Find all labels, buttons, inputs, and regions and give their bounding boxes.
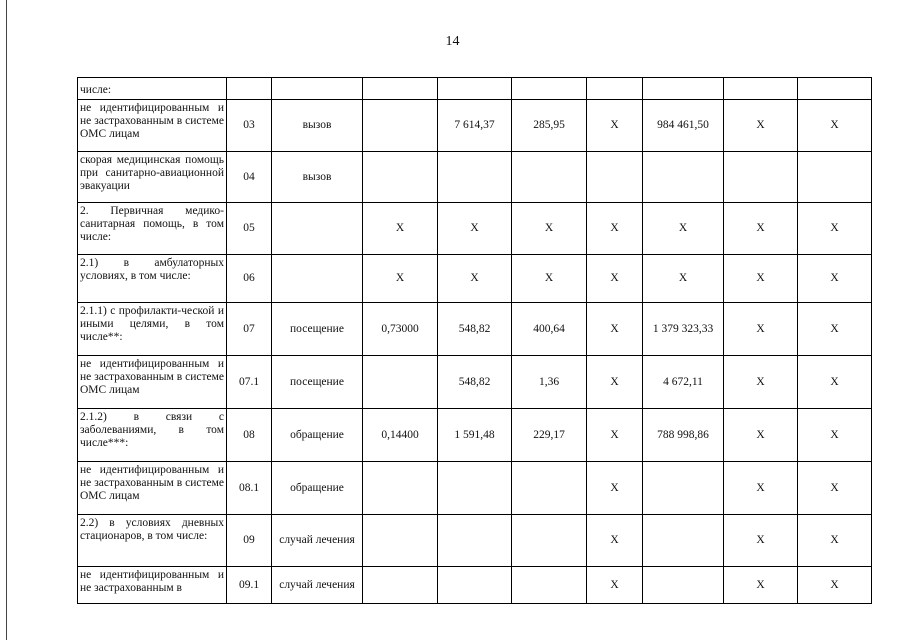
cell-name: не идентифицированным и не застрахованным в (78, 567, 227, 604)
cell-code: 09.1 (227, 567, 272, 604)
cell-c6: 1,36 (512, 356, 587, 409)
cell-c8 (643, 567, 724, 604)
table-body (78, 78, 872, 604)
cell-c10: X (798, 303, 872, 356)
cell-code: 03 (227, 100, 272, 152)
cell-unit: посещение (272, 303, 363, 356)
cell-c7: X (587, 356, 643, 409)
tariff-table (77, 77, 872, 604)
cell-c6: 285,95 (512, 100, 587, 152)
cell-c5 (438, 78, 512, 100)
cell-c4 (363, 78, 438, 100)
cell-c6 (512, 515, 587, 567)
margin-rule (6, 0, 7, 640)
cell-c7: X (587, 515, 643, 567)
cell-code: 09 (227, 515, 272, 567)
cell-c4 (363, 462, 438, 515)
table-row (78, 203, 872, 255)
cell-unit: посещение (272, 356, 363, 409)
cell-c10: X (798, 462, 872, 515)
cell-code: 06 (227, 255, 272, 303)
cell-c9: X (724, 567, 798, 604)
table-row (78, 515, 872, 567)
cell-name: 2.1) в амбулаторных условиях, в том числе: (78, 255, 227, 303)
cell-c4 (363, 152, 438, 203)
cell-name: 2.2) в условиях дневных стационаров, в том числе: (78, 515, 227, 567)
cell-c8: 984 461,50 (643, 100, 724, 152)
cell-c10: X (798, 356, 872, 409)
cell-c10: X (798, 100, 872, 152)
cell-c5: 548,82 (438, 303, 512, 356)
table-row (78, 409, 872, 462)
cell-code (227, 78, 272, 100)
table-row (78, 567, 872, 604)
cell-unit (272, 78, 363, 100)
cell-c8 (643, 462, 724, 515)
cell-c7: X (587, 409, 643, 462)
cell-c6 (512, 567, 587, 604)
cell-c5: X (438, 203, 512, 255)
cell-c10 (798, 152, 872, 203)
cell-c8: X (643, 255, 724, 303)
cell-c5 (438, 567, 512, 604)
cell-c10: X (798, 409, 872, 462)
cell-c7 (587, 78, 643, 100)
cell-code: 08.1 (227, 462, 272, 515)
cell-name: 2.1.1) с профилакти-ческой и иными целями, в том числе**: (78, 303, 227, 356)
cell-c7: X (587, 203, 643, 255)
cell-c9: X (724, 203, 798, 255)
cell-unit: обращение (272, 409, 363, 462)
cell-c4 (363, 356, 438, 409)
cell-c7 (587, 152, 643, 203)
cell-code: 07.1 (227, 356, 272, 409)
cell-name: числе: (78, 78, 227, 100)
cell-c4 (363, 567, 438, 604)
cell-name: 2.1.2) в связи с заболеваниями, в том числе***: (78, 409, 227, 462)
table-row (78, 152, 872, 203)
table-row (78, 462, 872, 515)
cell-c4: X (363, 255, 438, 303)
cell-name: не идентифицированным и не застрахованным в системе ОМС лицам (78, 462, 227, 515)
cell-c5: 7 614,37 (438, 100, 512, 152)
cell-c6: 229,17 (512, 409, 587, 462)
table-row (78, 255, 872, 303)
cell-c8: 4 672,11 (643, 356, 724, 409)
cell-name: не идентифицированным и не застрахованным в системе ОМС лицам (78, 100, 227, 152)
cell-unit: случай лечения (272, 567, 363, 604)
cell-c5 (438, 152, 512, 203)
cell-c9: X (724, 515, 798, 567)
cell-name: скорая медицинская помощь при санитарно-авиационной эвакуации (78, 152, 227, 203)
cell-c9: X (724, 409, 798, 462)
cell-c6: X (512, 255, 587, 303)
cell-c4: X (363, 203, 438, 255)
cell-c4 (363, 100, 438, 152)
cell-c9: X (724, 462, 798, 515)
cell-c5: X (438, 255, 512, 303)
cell-c7: X (587, 100, 643, 152)
cell-c4: 0,14400 (363, 409, 438, 462)
cell-unit: обращение (272, 462, 363, 515)
table-row (78, 100, 872, 152)
cell-code: 04 (227, 152, 272, 203)
cell-c10: X (798, 567, 872, 604)
cell-c10: X (798, 515, 872, 567)
cell-c6: 400,64 (512, 303, 587, 356)
cell-c7: X (587, 462, 643, 515)
cell-c8: 788 998,86 (643, 409, 724, 462)
table-row (78, 356, 872, 409)
cell-c8 (643, 78, 724, 100)
cell-c8 (643, 515, 724, 567)
cell-unit: вызов (272, 100, 363, 152)
cell-c9 (724, 78, 798, 100)
cell-unit: вызов (272, 152, 363, 203)
cell-c8: X (643, 203, 724, 255)
cell-c5: 1 591,48 (438, 409, 512, 462)
cell-c9: X (724, 255, 798, 303)
cell-c6: X (512, 203, 587, 255)
cell-c5 (438, 515, 512, 567)
cell-unit (272, 203, 363, 255)
cell-code: 05 (227, 203, 272, 255)
cell-c9 (724, 152, 798, 203)
cell-c8: 1 379 323,33 (643, 303, 724, 356)
cell-name: не идентифицированным и не застрахованным в системе ОМС лицам (78, 356, 227, 409)
cell-c8 (643, 152, 724, 203)
cell-c6 (512, 152, 587, 203)
cell-unit (272, 255, 363, 303)
cell-c9: X (724, 303, 798, 356)
cell-name: 2. Первичная медико-санитарная помощь, в том числе: (78, 203, 227, 255)
cell-c10: X (798, 203, 872, 255)
cell-c5 (438, 462, 512, 515)
cell-unit: случай лечения (272, 515, 363, 567)
cell-code: 07 (227, 303, 272, 356)
table-row (78, 303, 872, 356)
cell-c4 (363, 515, 438, 567)
page-number: 14 (445, 34, 460, 49)
cell-c6 (512, 462, 587, 515)
cell-c5: 548,82 (438, 356, 512, 409)
cell-c7: X (587, 303, 643, 356)
cell-c7: X (587, 567, 643, 604)
cell-c10 (798, 78, 872, 100)
cell-c6 (512, 78, 587, 100)
cell-c9: X (724, 356, 798, 409)
cell-c9: X (724, 100, 798, 152)
cell-c10: X (798, 255, 872, 303)
cell-c4: 0,73000 (363, 303, 438, 356)
table-row (78, 78, 872, 100)
cell-c7: X (587, 255, 643, 303)
cell-code: 08 (227, 409, 272, 462)
